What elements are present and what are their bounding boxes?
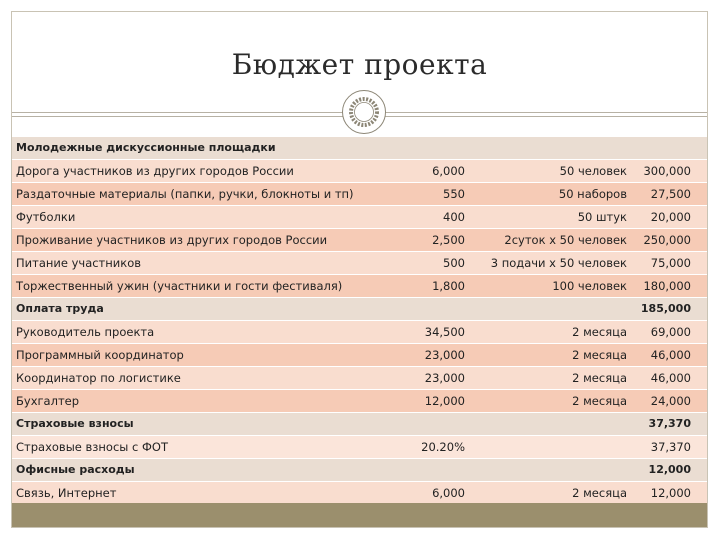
table-row bbox=[12, 321, 707, 344]
total-amount: 37,370 bbox=[648, 417, 691, 430]
unit-price: 23,000 bbox=[424, 371, 465, 385]
item-name: Офисные расходы bbox=[16, 463, 135, 476]
item-name: Координатор по логистике bbox=[16, 371, 181, 385]
item-name: Оплата труда bbox=[16, 302, 104, 315]
unit-price: 34,500 bbox=[424, 325, 465, 339]
section-header-row bbox=[12, 413, 707, 436]
quantity: 50 человек bbox=[559, 164, 627, 178]
item-name: Бухгалтер bbox=[16, 394, 80, 408]
unit-price: 550 bbox=[443, 187, 465, 201]
total-amount: 24,000 bbox=[650, 394, 691, 408]
unit-price: 12,000 bbox=[424, 394, 465, 408]
total-amount: 12,000 bbox=[650, 486, 691, 500]
unit-price: 6,000 bbox=[432, 164, 465, 178]
quantity: 2 месяца bbox=[572, 394, 627, 408]
slide bbox=[11, 11, 708, 528]
quantity: 50 штук bbox=[577, 210, 627, 224]
table-row bbox=[12, 390, 707, 413]
total-amount: 185,000 bbox=[640, 302, 691, 315]
section-header-row bbox=[12, 137, 707, 160]
item-name: Проживание участников из других городов России bbox=[16, 233, 328, 247]
total-amount: 27,500 bbox=[650, 187, 691, 201]
total-amount: 300,000 bbox=[643, 164, 691, 178]
unit-price: 6,000 bbox=[432, 486, 465, 500]
quantity: 100 человек bbox=[552, 279, 627, 293]
quantity: 50 наборов bbox=[558, 187, 627, 201]
table-row bbox=[12, 229, 707, 252]
slide-title: Бюджет проекта bbox=[231, 48, 488, 81]
item-name: Связь, Интернет bbox=[16, 486, 117, 500]
table-row bbox=[12, 160, 707, 183]
unit-price: 23,000 bbox=[424, 348, 465, 362]
total-amount: 46,000 bbox=[650, 371, 691, 385]
quantity: 2 месяца bbox=[572, 486, 627, 500]
item-name: Дорога участников из других городов России bbox=[16, 164, 294, 178]
quantity: 2 месяца bbox=[572, 348, 627, 362]
item-name: Программный координатор bbox=[16, 348, 184, 362]
table-row bbox=[12, 436, 707, 459]
unit-price: 400 bbox=[443, 210, 465, 224]
item-name: Раздаточные материалы (папки, ручки, блокноты и тп) bbox=[16, 187, 354, 201]
item-name: Питание участников bbox=[16, 256, 142, 270]
table-row bbox=[12, 275, 707, 298]
total-amount: 75,000 bbox=[650, 256, 691, 270]
table-row bbox=[12, 252, 707, 275]
item-name: Футболки bbox=[16, 210, 76, 224]
section-header-row bbox=[12, 459, 707, 482]
item-name: Страховые взносы bbox=[16, 417, 134, 430]
table-row bbox=[12, 206, 707, 229]
table-row bbox=[12, 344, 707, 367]
footer-bar bbox=[12, 503, 707, 527]
total-amount: 46,000 bbox=[650, 348, 691, 362]
table-row bbox=[12, 482, 707, 505]
budget-table bbox=[12, 137, 707, 505]
total-amount: 180,000 bbox=[643, 279, 691, 293]
quantity: 2суток х 50 человек bbox=[504, 233, 627, 247]
quantity: 2 месяца bbox=[572, 371, 627, 385]
quantity: 2 месяца bbox=[572, 325, 627, 339]
total-amount: 37,370 bbox=[650, 440, 691, 454]
total-amount: 69,000 bbox=[650, 325, 691, 339]
item-name: Молодежные дискуссионные площадки bbox=[16, 141, 276, 154]
item-name: Руководитель проекта bbox=[16, 325, 155, 339]
unit-price: 1,800 bbox=[432, 279, 465, 293]
total-amount: 250,000 bbox=[643, 233, 691, 247]
total-amount: 12,000 bbox=[648, 463, 691, 476]
unit-price: 2,500 bbox=[432, 233, 465, 247]
table-row bbox=[12, 183, 707, 206]
unit-price: 20.20% bbox=[421, 440, 465, 454]
section-header-row bbox=[12, 298, 707, 321]
item-name: Торжественный ужин (участники и гости фестиваля) bbox=[16, 279, 343, 293]
table-row bbox=[12, 367, 707, 390]
unit-price: 500 bbox=[443, 256, 465, 270]
item-name: Страховые взносы с ФОТ bbox=[16, 440, 168, 454]
total-amount: 20,000 bbox=[650, 210, 691, 224]
quantity: 3 подачи х 50 человек bbox=[490, 256, 627, 270]
laurel-emblem-icon bbox=[342, 90, 386, 134]
